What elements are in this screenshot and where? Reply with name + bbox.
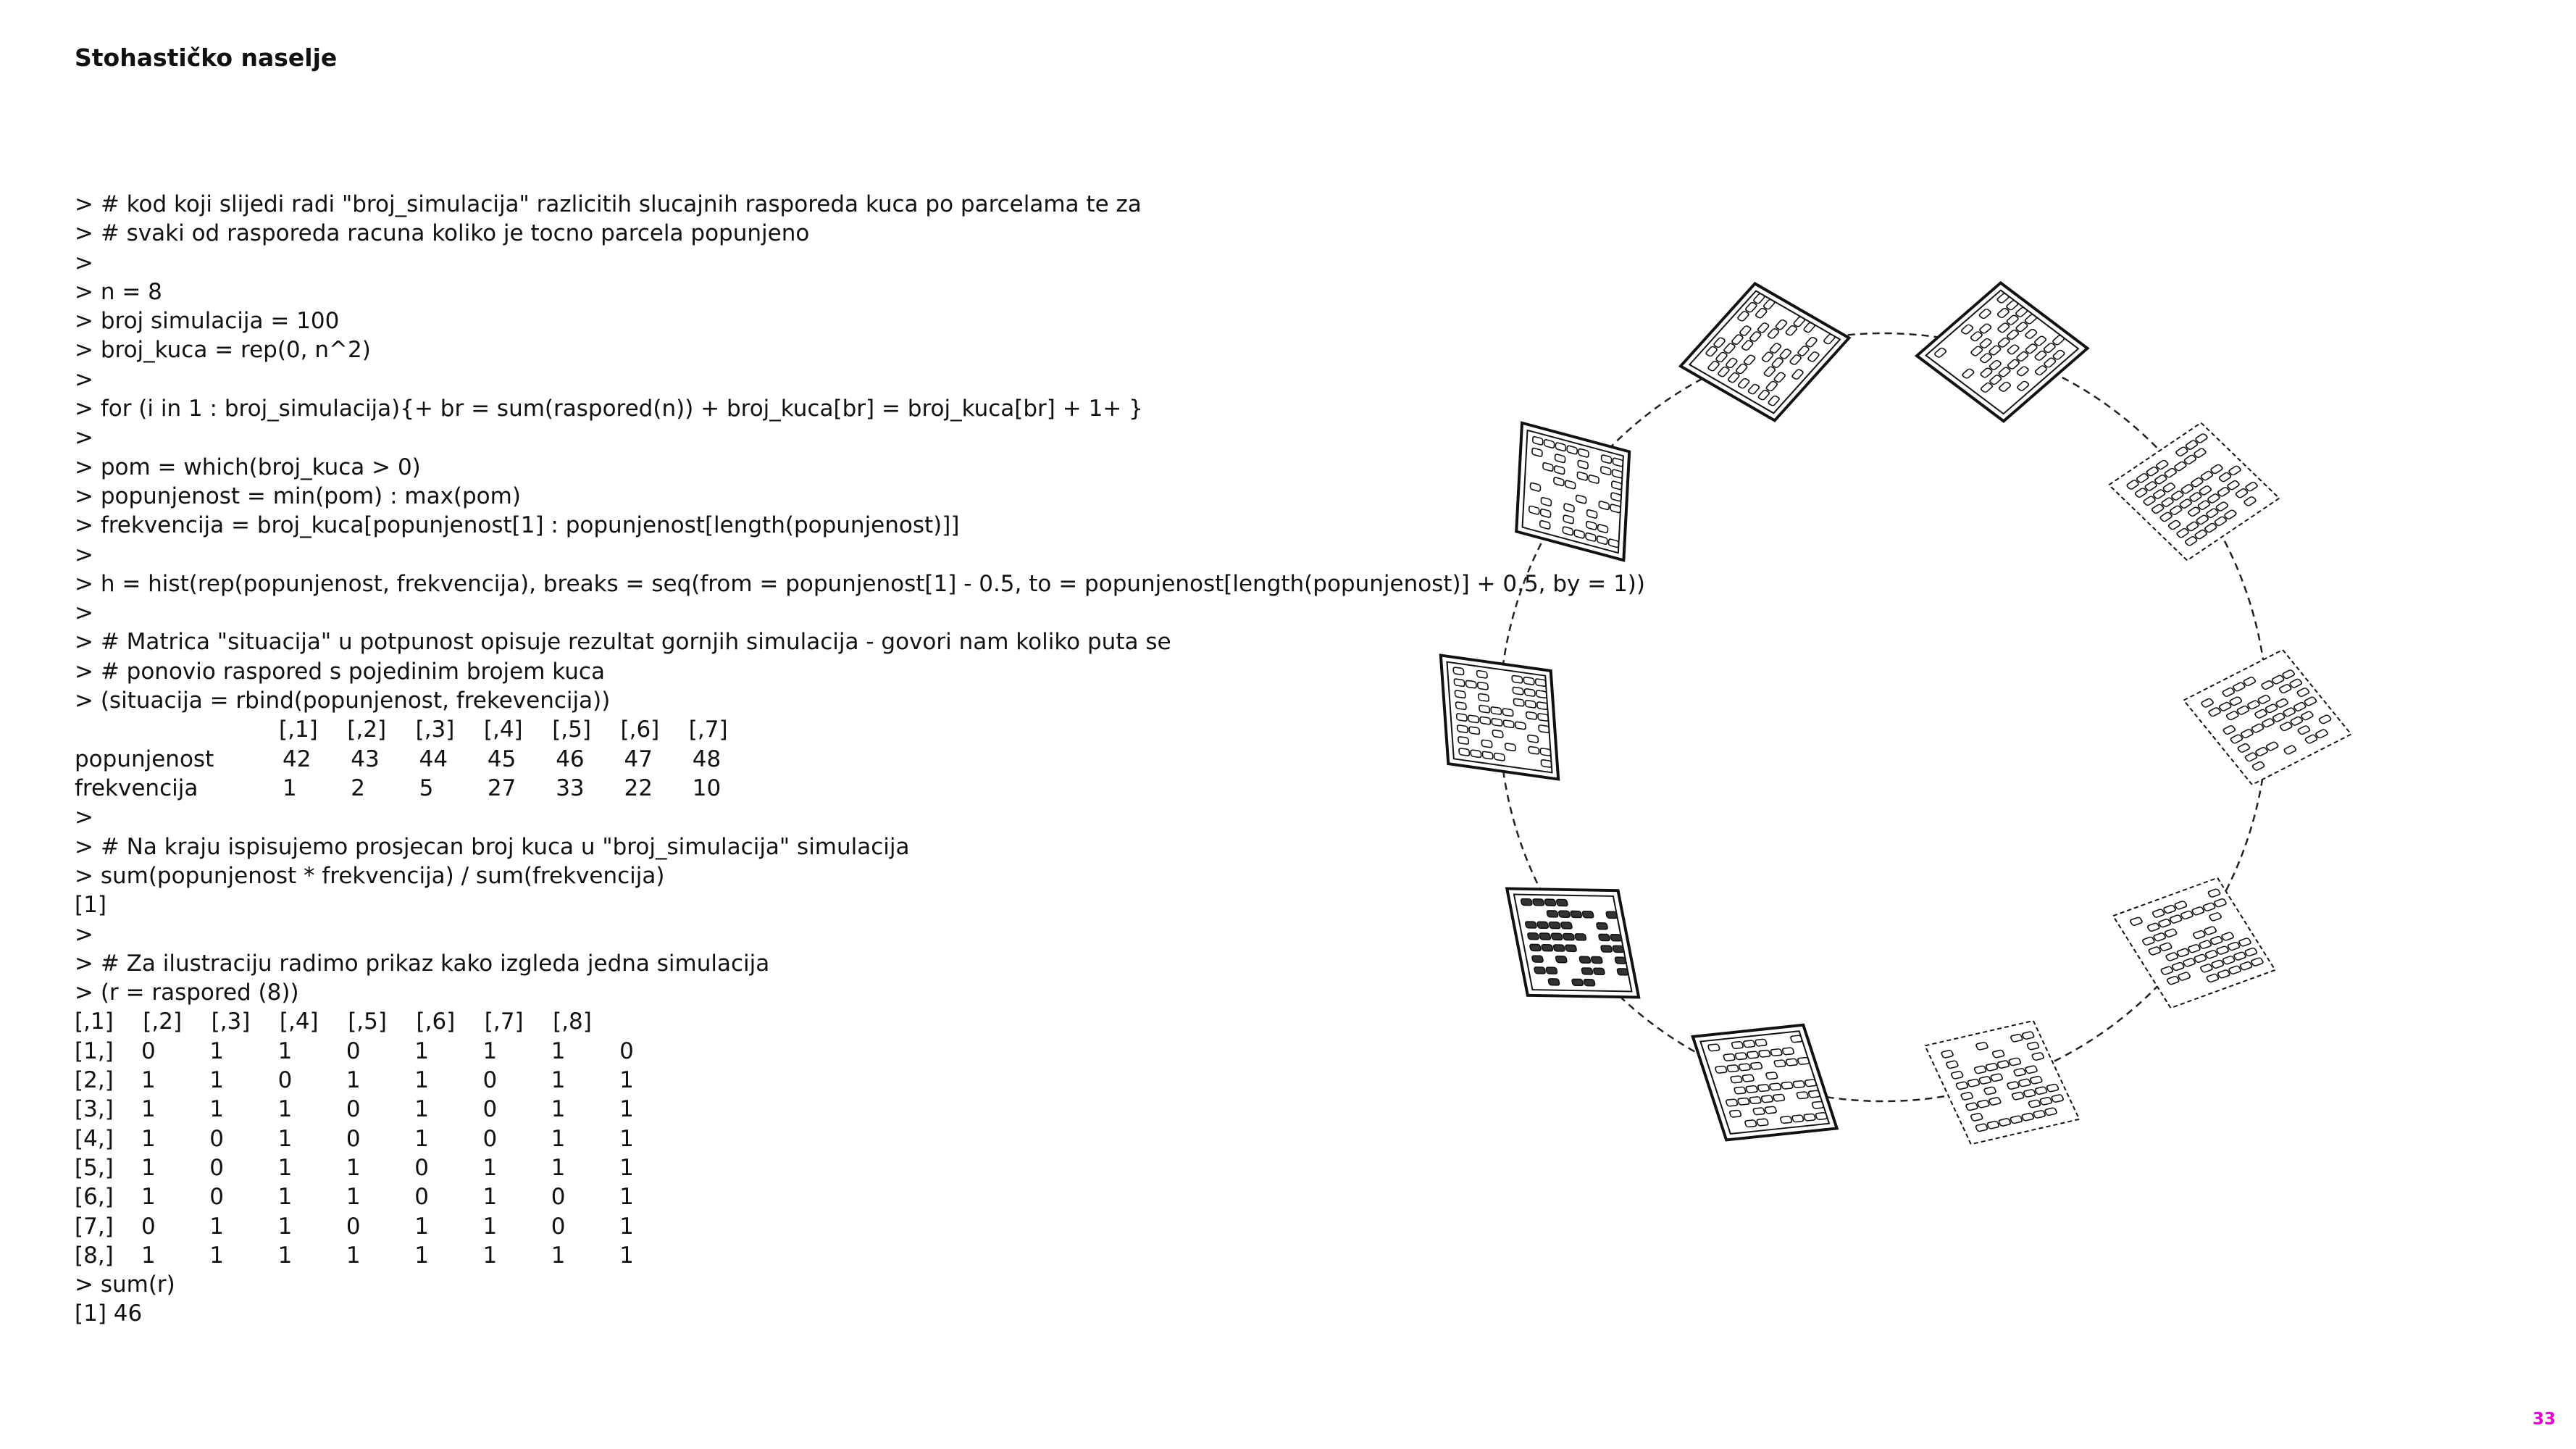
matrix-row-label: frekvencija [75, 774, 198, 801]
matrix-cell: 1 [619, 1067, 634, 1094]
matrix-col-header: [,3] [415, 717, 455, 743]
matrix-cell: 1 [277, 1154, 293, 1181]
matrix-cell: 1 [277, 1213, 293, 1240]
matrix-cell: 1 [482, 1213, 498, 1240]
matrix-cell: 1 [414, 1242, 429, 1269]
matrix-cell: 0 [141, 1037, 156, 1064]
matrix-cell: 0 [482, 1067, 498, 1094]
code-line: > # Za ilustraciju radimo prikaz kako izgleda jedna simulacija [75, 950, 770, 977]
matrix-cell: 0 [414, 1184, 429, 1211]
matrix-col-header: [,6] [416, 1009, 456, 1035]
matrix-cell: 1 [551, 1125, 566, 1152]
parcel-plot [2113, 878, 2275, 1009]
parcel-plot [1917, 283, 2088, 421]
matrix-cell: 1 [619, 1154, 634, 1181]
matrix-cell: 1 [619, 1184, 634, 1211]
matrix-cell: 0 [141, 1213, 156, 1240]
matrix-cell: 1 [346, 1067, 361, 1094]
matrix-col-header: [,7] [688, 717, 728, 743]
code-line: > [75, 541, 93, 568]
matrix-row-label: [7,] [75, 1213, 114, 1240]
matrix-cell: 1 [209, 1242, 225, 1269]
matrix-cell: 1 [414, 1096, 429, 1123]
settlement-ring-illustration [1413, 246, 2354, 1188]
matrix-cell: 1 [346, 1242, 361, 1269]
matrix-col-header: [,2] [143, 1009, 183, 1035]
code-line: > (situacija = rbind(popunjenost, frekevencija)) [75, 688, 611, 714]
matrix-cell: 42 [283, 746, 311, 772]
parcel-plot [1441, 656, 1558, 780]
parcel-plot [2109, 423, 2279, 561]
code-block-summary [75, 803, 1645, 1007]
matrix-cell: 5 [419, 774, 434, 801]
matrix-cell: 1 [277, 1184, 293, 1211]
matrix-cell: 46 [556, 746, 585, 772]
matrix-cell: 43 [351, 746, 380, 772]
matrix-cell: 0 [346, 1037, 361, 1064]
matrix-cell: 47 [624, 746, 653, 772]
code-line: > n = 8 [75, 278, 162, 305]
matrix-cell: 1 [141, 1242, 156, 1269]
matrix-cell: 0 [346, 1213, 361, 1240]
parcel-plot [1925, 1021, 2079, 1144]
matrix-cell: 1 [619, 1125, 634, 1152]
page-title: Stohastičko naselje [75, 43, 338, 72]
matrix-cell: 1 [482, 1242, 498, 1269]
matrix-cell: 1 [619, 1096, 634, 1123]
matrix-cell: 0 [346, 1125, 361, 1152]
matrix-cell: 1 [551, 1242, 566, 1269]
matrix-cell: 1 [414, 1213, 429, 1240]
matrix-cell: 1 [551, 1037, 566, 1064]
page-number: 33 [2532, 1410, 2556, 1429]
matrix-cell: 27 [487, 774, 517, 801]
code-line: > # Na kraju ispisujemo prosjecan broj kuca u "broj_simulacija" simulacija [75, 833, 910, 860]
matrix-cell: 1 [209, 1096, 225, 1123]
matrix-cell: 1 [141, 1125, 156, 1152]
code-line: > (r = raspored (8)) [75, 980, 299, 1006]
matrix-cell: 1 [209, 1213, 225, 1240]
matrix-cell: 1 [551, 1096, 566, 1123]
code-line: > # kod koji slijedi radi "broj_simulacija" razlicitih slucajnih rasporeda kuca po parcelama te za [75, 191, 1142, 217]
code-line: > [75, 366, 93, 393]
matrix-col-header: [,4] [483, 717, 523, 743]
matrix-cell: 0 [551, 1213, 566, 1240]
matrix-col-header: [,1] [279, 717, 318, 743]
parcel-plot [1693, 1025, 1837, 1140]
parcel-plot [1516, 423, 1629, 560]
matrix-cell: 1 [414, 1067, 429, 1094]
matrix-cell: 48 [692, 746, 722, 772]
matrix-row-label: [1,] [75, 1037, 114, 1064]
matrix-cell: 1 [209, 1037, 225, 1064]
matrix-col-header: [,8] [553, 1009, 592, 1035]
matrix-cell: 0 [551, 1184, 566, 1211]
code-line: > [75, 600, 93, 627]
code-line: > [75, 921, 93, 948]
raspored-matrix [75, 1007, 1645, 1270]
code-line: > broj_kuca = rep(0, n^2) [75, 337, 371, 364]
matrix-cell: 45 [487, 746, 517, 772]
matrix-cell: 0 [482, 1096, 498, 1123]
matrix-cell: 1 [141, 1067, 156, 1094]
matrix-cell: 1 [482, 1184, 498, 1211]
matrix-cell: 0 [209, 1184, 225, 1211]
matrix-col-header: [,3] [211, 1009, 251, 1035]
matrix-cell: 22 [624, 774, 653, 801]
matrix-cell: 1 [346, 1184, 361, 1211]
matrix-cell: 1 [141, 1154, 156, 1181]
matrix-col-header: [,6] [620, 717, 660, 743]
matrix-cell: 1 [619, 1242, 634, 1269]
matrix-col-header: [,7] [484, 1009, 524, 1035]
matrix-cell: 1 [346, 1154, 361, 1181]
code-line: > # Matrica "situacija" u potpunost opisuje rezultat gornjih simulacija - govori nam koliko puta se [75, 629, 1171, 656]
matrix-row-label: [3,] [75, 1096, 114, 1123]
code-block-intro [75, 190, 1645, 715]
matrix-cell: 1 [414, 1037, 429, 1064]
matrix-cell: 44 [419, 746, 448, 772]
code-block-sum [75, 1270, 1645, 1329]
matrix-cell: 0 [619, 1037, 634, 1064]
matrix-cell: 1 [209, 1067, 225, 1094]
code-line: > sum(r) [75, 1271, 175, 1298]
code-line: > # svaki od rasporeda racuna koliko je tocno parcela popunjeno [75, 220, 810, 247]
matrix-row-label: [2,] [75, 1067, 114, 1094]
matrix-cell: 1 [551, 1067, 566, 1094]
matrix-row-label: popunjenost [75, 746, 214, 772]
matrix-row-label: [4,] [75, 1125, 114, 1152]
matrix-cell: 1 [141, 1096, 156, 1123]
matrix-cell: 0 [209, 1154, 225, 1181]
matrix-cell: 33 [556, 774, 585, 801]
code-line: > # ponovio raspored s pojedinim brojem kuca [75, 658, 605, 685]
matrix-cell: 2 [351, 774, 366, 801]
matrix-cell: 0 [346, 1096, 361, 1123]
code-line: > [75, 249, 93, 276]
matrix-col-header: [,5] [348, 1009, 387, 1035]
code-line: > pom = which(broj_kuca > 0) [75, 454, 421, 480]
matrix-cell: 10 [692, 774, 722, 801]
situacija-matrix [75, 715, 1645, 803]
matrix-cell: 1 [619, 1213, 634, 1240]
matrix-cell: 1 [283, 774, 297, 801]
matrix-cell: 1 [277, 1125, 293, 1152]
code-line: > popunjenost = min(pom) : max(pom) [75, 483, 521, 509]
matrix-cell: 1 [141, 1184, 156, 1211]
matrix-cell: 0 [277, 1067, 293, 1094]
matrix-col-header: [,4] [279, 1009, 319, 1035]
matrix-cell: 1 [551, 1154, 566, 1181]
code-line: > [75, 425, 93, 451]
parcel-plot [2183, 650, 2351, 785]
matrix-cell: 0 [414, 1154, 429, 1181]
code-line: [1] [75, 892, 106, 919]
code-line: > [75, 804, 93, 831]
code-line: > h = hist(rep(popunjenost, frekvencija), breaks = seq(from = popunjenost[1] - 0.5, to = popunjenost[length(popunjenost)] + 0.5, by = 1)) [75, 570, 1645, 597]
matrix-col-header: [,5] [552, 717, 591, 743]
parcel-plot [1507, 889, 1639, 998]
matrix-col-header: [,2] [347, 717, 387, 743]
matrix-cell: 1 [277, 1096, 293, 1123]
code-line: [1] 46 [75, 1300, 143, 1327]
code-line: > sum(popunjenost * frekvencija) / sum(frekvencija) [75, 862, 665, 889]
code-line: > frekvencija = broj_kuca[popunjenost[1] : popunjenost[length(popunjenost)]] [75, 512, 960, 539]
r-console-output [75, 190, 1645, 1329]
matrix-col-header: [,1] [75, 1009, 114, 1035]
matrix-cell: 1 [277, 1037, 293, 1064]
matrix-row-label: [6,] [75, 1184, 114, 1211]
matrix-cell: 0 [482, 1125, 498, 1152]
matrix-cell: 0 [209, 1125, 225, 1152]
matrix-row-label: [5,] [75, 1154, 114, 1181]
matrix-row-label: [8,] [75, 1242, 114, 1269]
code-line: > for (i in 1 : broj_simulacija){+ br = sum(raspored(n)) + broj_kuca[br] = broj_kuca[br] + 1+ } [75, 396, 1143, 422]
matrix-cell: 1 [482, 1037, 498, 1064]
matrix-cell: 1 [414, 1125, 429, 1152]
code-line: > broj simulacija = 100 [75, 308, 340, 335]
settlement-ring-svg [1413, 246, 2354, 1188]
matrix-cell: 1 [482, 1154, 498, 1181]
matrix-cell: 1 [277, 1242, 293, 1269]
parcel-plot [1681, 283, 1849, 420]
